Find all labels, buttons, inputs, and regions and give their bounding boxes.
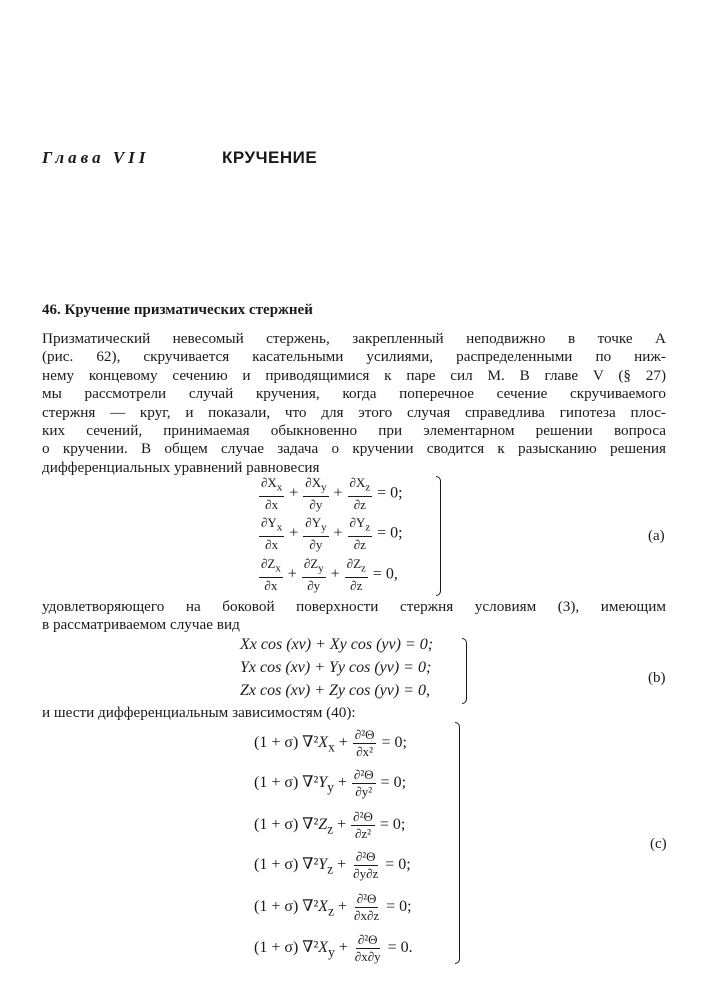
equation-c-2: (1 + σ) $\nabla^2Y_y$ + $\frac{\text{∂²Θ}}{\text{∂y²}}$ = 0; — [254, 767, 407, 799]
intro-line: о кручении. В общем случае задача о кручении сводится к разысканию решения — [42, 440, 666, 458]
brace-c — [455, 722, 460, 964]
equation-tag-a: (a) — [648, 528, 665, 544]
equation-c-5: (1 + σ) $\nabla^2X_z$ + $\frac{\text{∂²Θ}}{\partial x\partial z}$ = 0; — [254, 891, 412, 923]
body-line: и шести дифференциальным зависимостям (40): — [42, 704, 356, 721]
body-line: в рассматриваемом случае вид — [42, 616, 240, 633]
equation-c-4: (1 + σ) $\nabla^2Y_z$ + $\frac{\text{∂²Θ}}{\partial y\partial z}$ = 0; — [254, 849, 411, 881]
intro-line: нему концевому сечению и приводящимися к паре сил M. В главе V (§ 27) — [42, 366, 666, 384]
brace-a — [436, 476, 441, 596]
equation-b-1: Xx cos (xv) + Xy cos (yv) = 0; — [240, 636, 434, 653]
intro-line: дифференциальных уравнений равновесия — [42, 458, 320, 476]
equation-c-1: (1 + σ) $\nabla^2X_x$ + $\frac{\text{∂²Θ}}{\text{∂x²}}$ = 0; — [254, 727, 407, 759]
equation-tag-b: (b) — [648, 670, 666, 686]
equation-b-2: Yx cos (xv) + Yy cos (yv) = 0; — [240, 659, 432, 676]
equation-b-3: Zx cos (xv) + Zy cos (yv) = 0, — [240, 682, 430, 699]
body-line: удовлетворяющего на боковой поверхности стержня условиям (3), имеющим — [42, 598, 666, 615]
intro-line: Призматический невесомый стержень, закрепленный неподвижно в точке A — [42, 330, 666, 347]
intro-line: стержня — круг, и показали, что для этого случая справедлива гипотеза плос- — [42, 403, 666, 421]
brace-b — [462, 638, 467, 704]
equation-a-1: $\frac{\partial X_x}{\partial x}$ + $\frac{\partial X_y}{\partial y}$ + $\frac{\partial X_z}{\partial z}$ = 0; — [261, 475, 403, 512]
intro-line: (рис. 62), скручивается касательными усилиями, распределенными по ниж- — [42, 348, 666, 366]
equation-a-2: $\frac{\partial Y_x}{\partial x}$ + $\frac{\partial Y_y}{\partial y}$ + $\frac{\partial Y_z}{\partial z}$ = 0; — [261, 515, 403, 552]
chapter-title: КРУЧЕНИЕ — [222, 148, 318, 167]
intro-line: мы рассмотрели случай кручения, когда поперечное сечение скручиваемого — [42, 385, 666, 403]
intro-paragraph — [42, 330, 666, 477]
equation-tag-c: (c) — [650, 836, 667, 852]
equation-c-6: (1 + σ) $\nabla^2X_y$ + $\frac{\text{∂²Θ}}{\partial x\partial y}$ = 0. — [254, 932, 413, 964]
equation-a-3: $\frac{\partial Z_x}{\partial x}$ + $\frac{\partial Z_y}{\partial y}$ + $\frac{\partial Z_z}{\partial z}$ = 0, — [261, 556, 398, 593]
chapter-label: Глава VII — [42, 148, 150, 167]
equation-c-3: (1 + σ) $\nabla^2Z_z$ + $\frac{\text{∂²Θ}}{\text{∂z²}}$ = 0; — [254, 809, 406, 841]
intro-line: ких сечений, принимаемая обыкновенно при элементарном решении вопроса — [42, 422, 666, 440]
section-heading: 46. Кручение призматических стержней — [42, 302, 313, 318]
